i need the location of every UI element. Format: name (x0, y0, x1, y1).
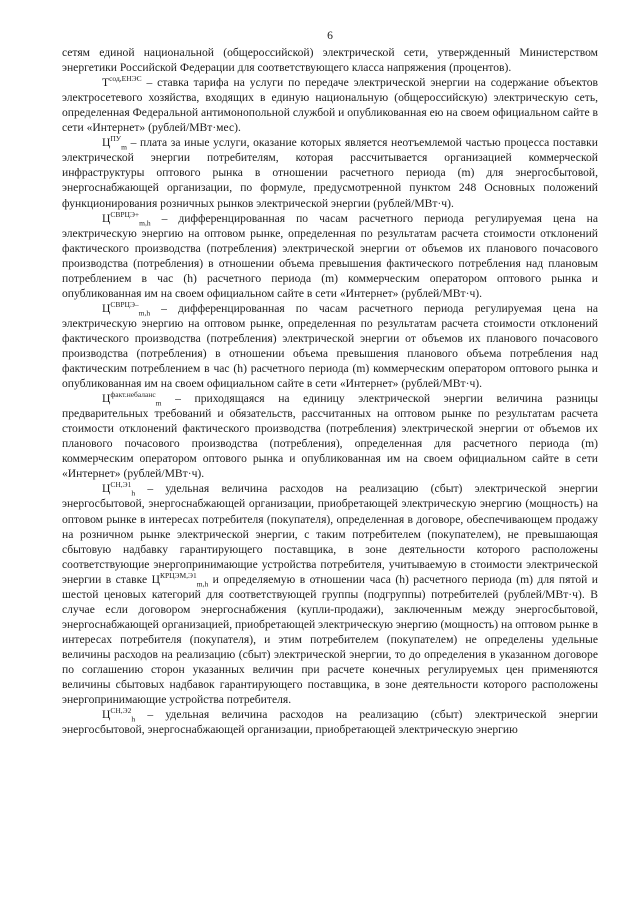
formula-symbol: $Ц^{факт.небаланс}_m$ (102, 390, 162, 408)
definition-c-pu (62, 135, 598, 210)
formula-symbol: $Ц^{ПУ}_m$ (102, 134, 127, 152)
definition-c-sn-e2 (62, 707, 598, 737)
definition-c-sn-e1 (62, 481, 598, 707)
definition-text: – плата за иные услуги, оказание которых является неотъемлемой частью процесса поставки электрической энергии потребителям, которая рассчитывается организацией коммерческой инфраструктуры оптового рынка в отношении расчетного периода (m) для энергосбытовой, энергоснабжающей организации, по формуле, предусмотренной пунктом 248 Основных положений функционирования розничных рынков электрической энергии (рублей/МВт·ч). (62, 136, 598, 210)
definition-c-svrce-plus (62, 211, 598, 301)
formula-symbol: $Ц^{СВРЦЭ-}_{m,h}$ (102, 299, 151, 318)
definition-text: – дифференцированная по часам расчетного периода регулируемая цена на электрическую энергию на оптовом рынке, определенная по результатам расчета стоимости отклонений фактического производства (потребления) электрической энергии от объемов их планового почасового производства (потребления) в отношении объема превышения фактического потребления над плановым потреблением в час (h) расчетного периода (m) коммерческим оператором оптового рынка и опубликованная им на своем официальном сайте в сети «Интернет» (рублей/МВт·ч). (62, 211, 598, 300)
definition-text: – удельная величина расходов на реализацию (сбыт) электрической энергии энергосбытовой, энергоснабжающей организации, приобретающей электрическую энергию (62, 708, 598, 737)
formula-symbol: $Т^{сод,ЕНЭС}$ (102, 74, 142, 90)
definition-c-svrce-minus (62, 301, 598, 391)
definition-t-sod-ens (62, 75, 598, 135)
paragraph-text: сетям единой национальной (общероссийской) электрической сети, утвержденный Министерством энергетики Российской Федерации для соответствующего класса напряжения (процентов). (62, 46, 598, 75)
definition-text: – дифференцированная по часам расчетного периода регулируемая цена на электрическую энергию на оптовом рынке, определенная по результатам расчета стоимости отклонений фактического производства (потребления) электрической энергии от объемов их планового почасового производства (потребления) в отношении объема превышения планового объема потребления над фактическим потреблением в час (h) расчетного периода (m) коммерческим оператором оптового рынка и опубликованная им на своем официальном сайте в сети «Интернет» (рублей/МВт·ч). (62, 301, 598, 391)
formula-symbol: $Ц^{СН,Э2}_h$ (102, 706, 136, 724)
definition-text: – ставка тарифа на услуги по передаче электрической энергии на содержание объектов электросетевого хозяйства, входящих в единую национальную (общероссийскую) электрическую сеть, определенная Федеральной антимонопольной службой и опубликованная ею на своем официальном сайте в сети «Интернет» (рублей/МВт·мес). (62, 76, 598, 135)
page-number: 6 (327, 29, 333, 42)
definition-text: – удельная величина расходов на реализацию (сбыт) электрической энергии энергосбытовой, энергоснабжающей организации, приобретающей электрическую энергию (мощность) на оптовом рынке в интересах потребителя (покупателя), определенная в договоре, обеспечивающем продажу на розничном рынке электрической энергии, с таким потребителем (покупателем), не превышающая сбытовую надбавку гарантирующего поставщика, в зоне деятельности которого расположены соответствующие энергопринимающие устройства потребителя, учитываемую в стоимости электрической энергии в ставке (62, 482, 598, 586)
definition-c-fakt-nebalans (62, 391, 598, 481)
paragraph-continuation (62, 45, 598, 75)
formula-symbol: $Ц^{СВРЦЭ+}_{m,h}$ (102, 209, 151, 227)
inline-formula-symbol: $Ц^{КРЦЭМ,Э1}_{m,h}$ (151, 570, 209, 588)
formula-symbol: $Ц^{СН,Э1}_h$ (102, 480, 136, 498)
definition-text: – приходящаяся на единицу электрической энергии величина разницы предварительных требований и обязательств, рассчитанных на оптовом рынке по результатам расчета стоимости отклонений фактического производства (потребления) электрической энергии от объемов их планового почасового производства (потребления), определенная для расчетного периода (m) коммерческим оператором оптового рынка и опубликованная им на своем официальном сайте в сети «Интернет» (рублей/МВт·ч). (62, 392, 598, 481)
definition-text-continued: и определяемую в отношении часа (h) расчетного периода (m) для пятой и шестой ценовых категорий для соответствующей группы (подгруппы) потребителей (рублей/МВт·ч). В случае если договором энергоснабжения (купли-продажи), заключенным между энергосбытовой, энергоснабжающей организацией, приобретающей электрическую энергию (мощность) на оптовом рынке в интересах потребителя (покупателя), и этим потребителем (покупателем) не определены удельные величины расходов на реализацию (сбыт) электрической энергии, то до определения в указанном договоре по соглашению сторон указанных величин при расчете конечных регулируемых цен применяются величины сбытовых надбавок гарантирующего поставщика, в зоне деятельности которого расположены энергопринимающие устройства потребителя. (62, 572, 599, 707)
